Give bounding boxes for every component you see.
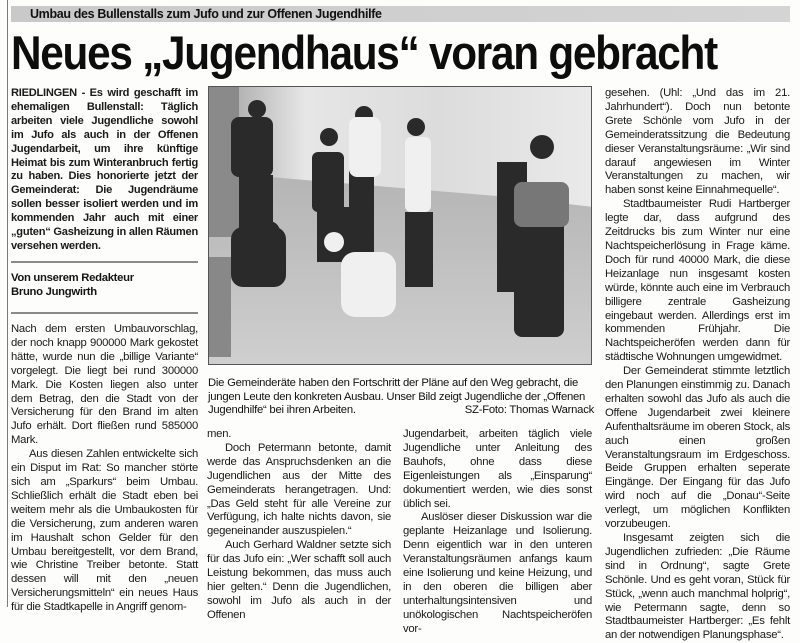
paragraph: Nach dem ersten Umbauvorschlag, der noch knapp 900000 Mark gekostet hätte, wurde nun die „billige Variante“ vorgelegt. Die liegt bei rund 300000 Mark. Die Kosten liegen also unter dem Betrag, den die Stadt von der Versicherung für den Brand im alten Jufo erhält. Dort fließen rund 585000 Mark. xyxy=(11,323,198,447)
kicker-text: Umbau des Bullenstalls zum Jufo und zur Offenen Jugendhilfe xyxy=(30,7,382,21)
paragraph: Der Gemeinderat stimmte letztlich den Planungen einstimmig zu. Danach erhalten sowohl das Jufo als auch die Offene Jugendarbeit zwei kleinere Aufenthaltsräume im oberen Stock, als auch einen großen Veranstaltungsraum im Erdgeschoss. Beide Gruppen erhalten seperate Eingänge. Der Eingang für das Jufo wird noch auf die „Donau“-Seite verlegt, um möglichen Konflikten vorzubeugen. xyxy=(605,365,790,531)
column-1 xyxy=(11,323,198,615)
paragraph: men. xyxy=(207,428,232,440)
lead-paragraph xyxy=(11,87,198,254)
paragraph: Auslöser dieser Diskussion war die geplante Heizanlage und Isolierung. Denn eigentlich war in den unteren Veranstaltungsräumen anfangs kaum eine Isolierung und keine Heizung, und in den oberen die billigen aber unterhaltungsintensiven und unökologischen Nachtspeicheröfen vor- xyxy=(403,511,592,635)
divider-rule xyxy=(11,261,198,263)
paragraph: gesehen. (Uhl: „Und das im 21. Jahrhundert“). Doch nun betonte Grete Schönle vom Jufo in der Gemeinderatssitzung die Bedeutung dieser Veranstaltungsräume: „Wir sind darauf angewiesen im Winter Veranstaltungen zu machen, wir haben sonst keine Einnahmequelle“. xyxy=(605,87,790,197)
paragraph: Aus diesen Zahlen entwickelte sich ein Disput im Rat: So mancher störte sich am „Sparkurs“ beim Umbau. Schließlich erhält die Stadt eben bei weitem mehr als die Umbaukosten für die Versicherung, zum anderen waren im Haushalt schon Gelder für den Umbau bereitgestellt, vor dem Brand, wie Christine Treiber betonte. Statt dessen will mit den „neuen Versicherungsmitteln“ ein neues Haus für die Stadtkapelle in Angriff genom- xyxy=(11,448,198,614)
paragraph: Doch Petermann betonte, damit werde das Anspruchsdenken an die Jugendlichen aus der Mitte des Gemeinderats herangetragen. Und: „Das Geld steht für alle Vereine zur Verfügung, ich halte nichts davon, sie gegeneinander auszuspielen.“ xyxy=(207,441,391,538)
byline-author: Bruno Jungwirth xyxy=(11,286,97,298)
column-3 xyxy=(403,428,592,637)
headline: Neues „Jugendhaus“ voran gebracht xyxy=(11,26,717,79)
paragraph: Jugendarbeit, arbeiten täglich viele Jugendliche unter Anleitung des Bauhofs, ohne dass diese Eigenleistungen als „Einsparung“ dokumentiert werden, wie dies sonst üblich sei. xyxy=(403,428,592,510)
paragraph: Auch Gerhard Waldner setzte sich für das Jufo ein: „Wer schafft soll auch Leistung bekommen, das muss auch hier gelten.“ Denn die Jugendlichen, sowohl im Jufo als auch in der Offenen xyxy=(207,539,391,621)
byline-role: Von unserem Redakteur xyxy=(11,272,134,284)
column-2 xyxy=(207,428,391,623)
paragraph: Stadtbaumeister Rudi Hartberger legte dar, dass aufgrund des Zeitdrucks bis zum Winter nur eine Nachtspeicherlösung in Frage käme. Doch für rund 40000 Mark, die diese Heizanlage nun insgesamt kosten würde, könnte auch eine im Verbrauch billigere zentrale Gasheizung eingebaut werden. Allerdings erst im kommenden Frühjahr. Die Nachtspeicheröfen werden dann für städtische Wohnungen umgewidmet. xyxy=(605,198,790,364)
column-4 xyxy=(605,87,790,643)
kicker-bar xyxy=(11,6,790,22)
page-edge-line xyxy=(7,0,8,607)
caption-text: Die Gemeinderäte haben den Fortschritt der Pläne auf den Weg gebracht, die jungen Leute den konkreten Ausbau. Unser Bild zeigt Jugendliche der „Offenen Jugendhilfe“ bei ihren Arbeiten. xyxy=(208,377,586,417)
article-photo xyxy=(208,86,592,365)
divider-rule xyxy=(11,312,198,314)
lead-text: RIEDLINGEN - Es wird geschafft im ehemaligen Bullenstall: Täglich arbeiten viele Jugendliche sowohl im Jufo als auch in der Offenen Jugendarbeit, um ihre künftige Heimat bis zum Winteranbruch fertig zu haben. Dies honorierte jetzt der Gemeinderat: Die Jugendräume sollen besser isoliert werden und im kommenden Jahr auch mit einer „guten“ Gasheizung in allen Räumen versehen werden. xyxy=(11,87,198,252)
photo-credit: SZ-Foto: Thomas Warnack xyxy=(464,404,594,417)
photo-image-icon xyxy=(209,87,592,365)
photo-caption xyxy=(208,377,594,418)
paragraph: Insgesamt zeigten sich die Jugendlichen zufrieden: „Die Räume sind in Ordnung“, sagte Grete Schönle. Und es geht voran, Stück für Stück, „wenn auch manchmal holprig“, wie Petermann sagte, denn so Stadtbaumeister Hartberger: „Es fehlt an der notwendigen Planungsphase“. xyxy=(605,532,790,642)
byline xyxy=(11,271,201,299)
